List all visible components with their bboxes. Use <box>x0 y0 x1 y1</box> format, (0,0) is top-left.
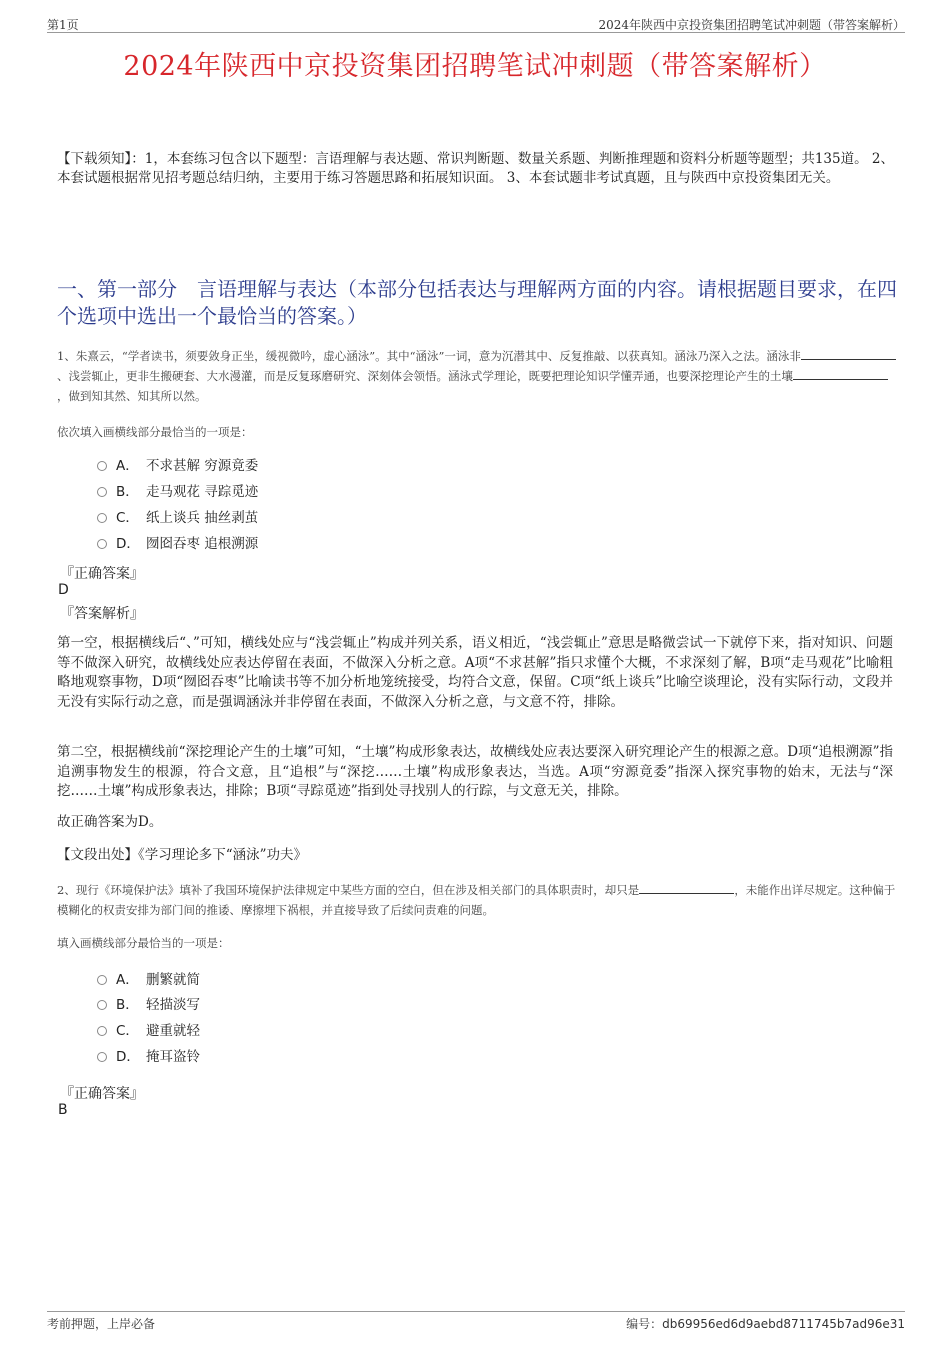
answer-label: 『正确答案』 <box>60 566 144 582</box>
answer-value: B <box>58 1102 68 1118</box>
analysis-label: 『答案解析』 <box>60 606 144 622</box>
analysis-paragraph-2: 第二空，根据横线前“深挖理论产生的土壤”可知，“土壤”构成形象表达，故横线处应表达要深入研究理论产生的根源之意。D项“追根溯源”指追溯事物发生的根源，符合文意，且“追根”与“深挖……土壤”构成形象表达，当选。A项“穷源竟委”指深入探究事物的始末，无法与“深挖……土壤”构成形象表达，排除；B项“寻踪觅迹”指到处寻找别人的行踪，与文意无关，排除。 <box>57 744 893 799</box>
radio-icon[interactable] <box>97 513 107 523</box>
section-title: 一、第一部分 言语理解与表达（本部分包括表达与理解两方面的内容。请根据题目要求，在四个选项中选出一个最恰当的答案。） <box>57 277 897 328</box>
question-2-option-a[interactable]: A． 删繁就简 <box>97 970 200 990</box>
question-2-option-b[interactable]: B． 轻描淡写 <box>97 995 200 1015</box>
question-1-option-d[interactable]: D． 囫囵吞枣 追根溯源 <box>97 534 258 554</box>
radio-icon[interactable] <box>97 1052 107 1062</box>
document-title: 2024年陕西中京投资集团招聘笔试冲刺题（带答案解析） <box>123 51 827 82</box>
answer-value: D <box>58 582 69 598</box>
question-2-prompt: 填入画横线部分最恰当的一项是： <box>57 936 230 950</box>
fill-blank <box>801 347 896 360</box>
question-2-option-c[interactable]: C． 避重就轻 <box>97 1021 200 1041</box>
analysis-conclusion: 故正确答案为D。 <box>57 814 163 830</box>
radio-icon[interactable] <box>97 539 107 549</box>
question-1-option-c[interactable]: C． 纸上谈兵 抽丝剥茧 <box>97 508 258 528</box>
question-1-option-b[interactable]: B． 走马观花 寻踪觅迹 <box>97 482 258 502</box>
radio-icon[interactable] <box>97 1000 107 1010</box>
radio-icon[interactable] <box>97 1026 107 1036</box>
page-footer <box>47 1311 905 1331</box>
question-2-option-d[interactable]: D． 掩耳盗铃 <box>97 1047 200 1067</box>
footer-slogan: 考前押题，上岸必备 <box>47 1317 156 1331</box>
page-number: 第1页 <box>47 18 79 32</box>
fill-blank <box>793 367 888 380</box>
question-1-prompt: 依次填入画横线部分最恰当的一项是： <box>57 425 253 439</box>
answer-label: 『正确答案』 <box>60 1086 144 1102</box>
passage-source: 【文段出处】《学习理论多下“涵泳”功夫》 <box>57 847 308 863</box>
header-doc-title: 2024年陕西中京投资集团招聘笔试冲刺题（带答案解析） <box>598 18 905 32</box>
question-1-text: 1、朱熹云，“学者读书，须要敛身正坐，缓视微吟，虚心涵泳”。其中“涵泳”一词，意为沉潜其中、反复推敲、以获真知。涵泳乃深入之法。涵泳非、浅尝辄止，更非生搬硬套、大水漫灌，而是反复琢磨研究、深刻体会领悟。涵泳式学理论，既要把理论知识学懂弄通，也要深挖理论产生的土壤，做到知其然、知其所以然。 <box>57 346 897 406</box>
page-header <box>47 14 905 33</box>
radio-icon[interactable] <box>97 975 107 985</box>
analysis-paragraph-1: 第一空，根据横线后“、”可知，横线处应与“浅尝辄止”构成并列关系，语义相近，“浅尝辄止”意思是略微尝试一下就停下来，指对知识、问题等不做深入研究，故横线处应表达停留在表面，不做深入分析之意。A项“不求甚解”指只求懂个大概，不求深刻了解，B项“走马观花”比喻粗略地观察事物，D项“囫囵吞枣”比喻读书等不加分析地笼统接受，均符合文意，保留。C项“纸上谈兵”比喻空谈理论，没有实际行动，文段并无没有实际行动之意，而是强调涵泳并非停留在表面，不做深入分析之意，与文意不符，排除。 <box>57 635 893 710</box>
fill-blank <box>639 881 734 894</box>
question-1-option-a[interactable]: A． 不求甚解 穷源竟委 <box>97 456 258 476</box>
document-id: 编号：db69956ed6d9aebd8711745b7ad96e31 <box>626 1317 905 1331</box>
question-2-text: 2、现行《环境保护法》填补了我国环境保护法律规定中某些方面的空白，但在涉及相关部门的具体职责时，却只是 ，未能作出详尽规定。这种偏于模糊化的权责安排为部门间的推诿、摩擦埋下祸根，并直接导致了后续问责难的问题。 <box>57 883 896 917</box>
download-notice: 【下载须知】：1，本套练习包含以下题型：言语理解与表达题、常识判断题、数量关系题、判断推理题和资料分析题等题型；共135道。 2、本套试题根据常见招考题总结归纳，主要用于练习答题思路和拓展知识面。 3、本套试题非考试真题，且与陕西中京投资集团无关。 <box>57 151 894 186</box>
radio-icon[interactable] <box>97 487 107 497</box>
radio-icon[interactable] <box>97 461 107 471</box>
